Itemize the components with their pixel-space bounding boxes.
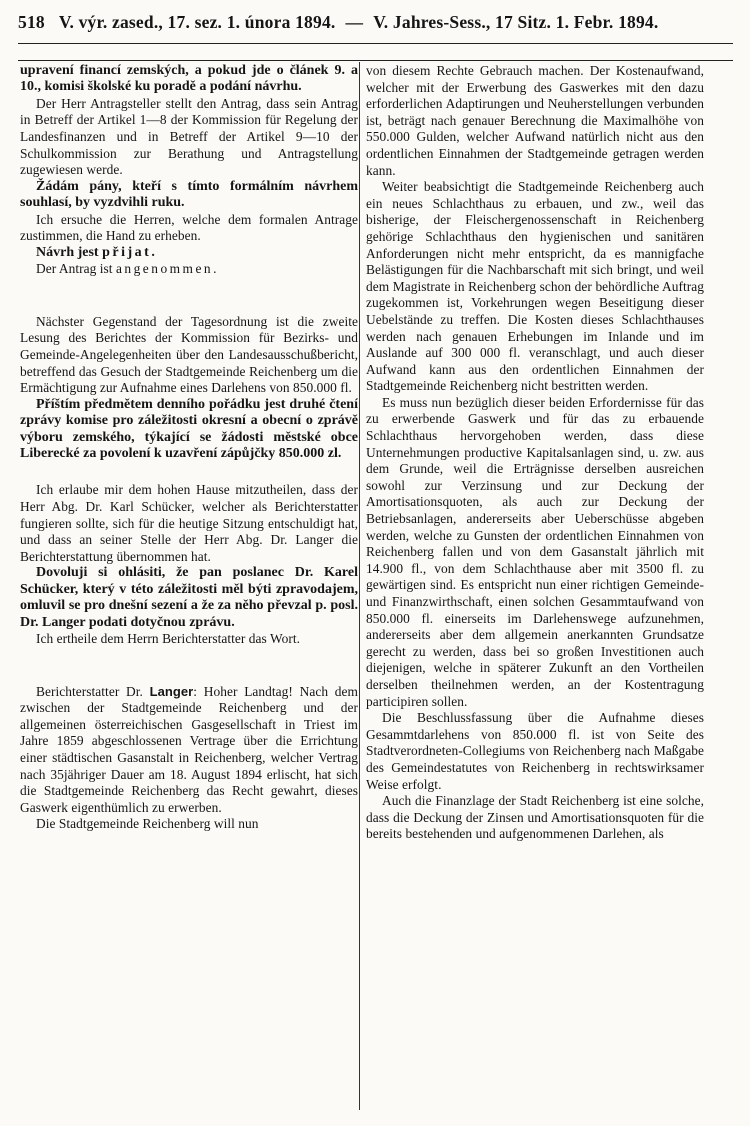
paragraph-german: von diesem Rechte Gebrauch machen. Der Kostenaufwand, welcher mit der Erwerbung des Gaswerkes mit den dazu erforderlichen Adaptirungen und Neuherstellungen verbunden ist, beträgt nach genauer Berechnung die Maximalhöhe von 550.000 Gulden, welcher Aufwand natürlich nicht aus den ordentlichen Einnahmen der Stadtgemeinde getragen werden kann. (366, 63, 704, 178)
running-header (18, 12, 733, 40)
page-number: 518 (18, 12, 45, 32)
paragraph-german: Ich ertheile dem Herrn Berichterstatter das Wort. (36, 630, 300, 646)
vote-result-german: Der Antrag ist angenommen. (36, 261, 217, 277)
paragraph-german: Der Herr Antragsteller stellt den Antrag, dass sein Antrag in Betreff der Artikel 1—8 der Kommission für Regelung der Landesfinanzen und in Betreff der Artikel 9—10 der Schulkommission zur Berathung und Antragstellung zugewiesen werde. (20, 95, 358, 178)
paragraph-czech: Příštím předmětem denního pořádku jest druhé čtení zprávy komise pro záležitosti okresní a obecní o zprávě výboru zemského, týkající se žádosti městské obce Liberecké za povolení k uzavření zápůjčky 850.000 zl. (20, 396, 358, 461)
paragraph-czech: upravení financí zemských, a pokud jde o článek 9. a 10., komisi školské ku poradě a podání návrhu. (20, 63, 358, 95)
spaced-word: přijat (102, 244, 152, 260)
right-column (366, 63, 704, 1113)
paragraph-gap (20, 278, 358, 314)
paragraph-german: Nächster Gegenstand der Tagesordnung ist die zweite Lesung des Berichtes der Kommission für Bezirks- und Gemeinde-Angelegenheiten über den Landesausschußbericht, betreffend das Gesuch der Stadtgemeinde Reichenberg um die Ermächtigung zur Aufnahme eines Darlehens von 850.000 fl. (20, 313, 358, 396)
paragraph-czech: Dovoluji si ohlásiti, že pan poslanec Dr. Karel Schücker, který v této záležitosti měl býti zpravodajem, omluvil se pro dnešní sezení a že za něho převzal p. posl. Dr. Langer podati dotyčnou zprávu. (20, 565, 358, 630)
paragraph-german: Die Stadtgemeinde Reichenberg will nun (36, 816, 259, 832)
header-rule-thin (18, 60, 733, 61)
rapporteur-speech: Berichterstatter Dr. Langer: Hoher Landtag! Nach dem zwischen der Stadtgemeinde Reichenberg und der allgemeinen österreichischen Gasgesellschaft in Triest im Jahre 1859 abgeschlossenen Vertrage über die Errichtung einer städtischen Gasanstalt in Reichenberg, welcher Vertrag nach 35jähriger Dauer am 18. August 1894 erlischt, hat sich die Stadtgemeinde Reichenberg das Recht gewahrt, dieses Gaswerk eigenthümlich zu erwerben. (20, 683, 358, 815)
paragraph-german: Weiter beabsichtigt die Stadtgemeinde Reichenberg auch ein neues Schlachthaus zu erbauen, und zw., weil das bisherige, der Fleischergenossenschaft in Reichenberg gehörige Schlachthaus den hygienischen und sanitären Anforderungen nicht mehr entspricht, da es mannigfache Belästigungen für die Nachbarschaft mit sich bringt, und weil dem Magistrate in Reichenberg schon der behördliche Auftrag zugekommen ist, Vorkehrungen wegen Beseitigung dieser Uebelstände zu treffen. Die Kosten dieses Schlachthauses werden nach genauen Erhebungen im Inlande und im Auslande auf 300 000 fl. veranschlagt, und auch dieser Aufwand kann aus den ordentlichen Einnahmen der Stadtgemeinde Reichenberg nicht bestritten werden. (366, 179, 704, 394)
column-divider (359, 62, 360, 1110)
paragraph-gap (20, 462, 358, 482)
header-separator: — (345, 12, 364, 32)
paragraph-german: Auch die Finanzlage der Stadt Reichenberg ist eine solche, dass die Deckung der Zinsen und Amortisationsquoten für die bereits bestehenden und aufgenommenen Darlehen, als (366, 793, 704, 842)
paragraph-czech: Žádám pány, kteří s tímto formálním návrhem souhlasí, by vyzdvihli ruku. (20, 178, 358, 211)
paragraph-german: Es muss nun bezüglich dieser beiden Erfordernisse für das zu erwerbende Gaswerk und für das zu erbauende Schlachthaus hervorgehoben werden, dass diese Unternehmungen productive Kapitalsanlagen sind, u. zw. aus dem Grunde, weil die Erträgnisse derselben ausreichen sowohl zur Verzinsung und zur Deckung der Amortisationsquoten, als auch zur Deckung der Betriebsanlagen, andererseits aber Ueberschüsse abgeben werden, welche zu Gunsten der ordentlichen Einnahmen von Reichenberg fallen und von dem Gasanstalt jährlich mit 14.900 fl., von dem Schlachthause aber mit 3500 fl. zu gewärtigen sind. Es entspricht nun einer richtigen Gemeinde- und Finanzwirthschaft, einen solchen Gesammtaufwand von 850.000 fl. einerseits im Darlehenswege aufzunehmen, andererseits aber dem allgemein anerkannten Grundsatze gerecht zu werden, dass bei so großen Investitionen auch diejenigen, welche in späterer Zukunft an den Vortheilen derselben theilnehmen werden, an der Kostentragung participiren sollen. (366, 394, 704, 709)
header-czech: V. výr. zased., 17. sez. 1. února 1894. (58, 12, 336, 32)
paragraph-gap (20, 648, 358, 684)
paragraph-german: Die Beschlussfassung über die Aufnahme dieses Gesammtdarlehens von 850.000 fl. ist von Seite des Stadtverordneten-Collegiums von Reichenberg nach Maßgabe des Gemeindestatutes von Reichenberg in rechtswirksamer Weise erfolgt. (366, 710, 704, 792)
paragraph-german: Ich erlaube mir dem hohen Hause mitzutheilen, dass der Herr Abg. Dr. Karl Schücker, welcher als Berichterstatter fungieren sollte, sich für die heutige Sitzung entschuldigt hat, und dass an seiner Stelle der Herr Abg. Dr. Langer die Berichterstattung übernommen hat. (20, 482, 358, 564)
header-rule-thick (18, 43, 733, 44)
spaced-word: angenommen (115, 261, 214, 277)
header-german: V. Jahres-Sess., 17 Sitz. 1. Febr. 1894. (373, 12, 659, 32)
paragraph-german: Ich ersuche die Herren, welche dem formalen Antrage zustimmen, die Hand zu erheben. (20, 211, 358, 244)
speaker-name: Langer (149, 683, 194, 699)
vote-result-czech: Návrh jest přijat. (36, 244, 155, 260)
left-column (20, 63, 358, 1113)
